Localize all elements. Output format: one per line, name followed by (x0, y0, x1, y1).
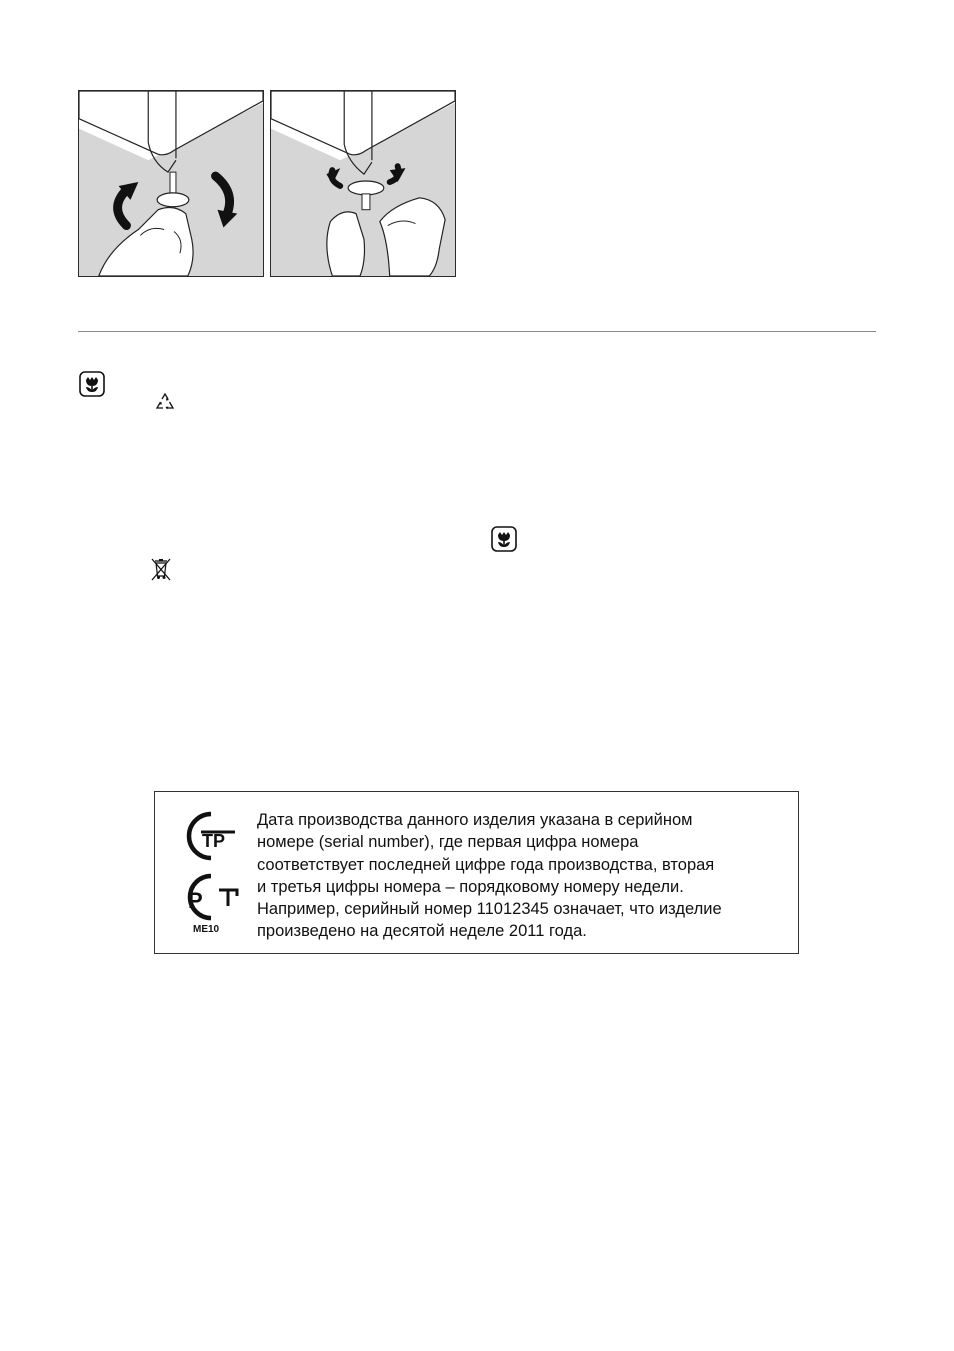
turn-foot-both-directions-illustration (79, 91, 263, 276)
certification-marks (179, 810, 241, 935)
svg-text:ТР: ТР (202, 831, 226, 851)
svg-text:Р: Р (188, 888, 203, 913)
serial-number-explanation (257, 809, 787, 943)
figure-tighten-nut (270, 90, 456, 277)
tulip-eco-icon (491, 526, 517, 552)
cert-mark-label: ME10 (193, 924, 220, 935)
cert-line: произведено на десятой неделе 2011 года. (257, 922, 587, 941)
certification-notice (154, 791, 799, 954)
section-divider (78, 331, 876, 332)
figure-adjust-foot (78, 90, 264, 277)
crossed-bin-icon (150, 556, 172, 582)
cert-line: и третья цифры номера – порядковому номеру недели. (257, 877, 684, 896)
cert-line: соответствует последней цифре года производства, вторая (257, 855, 715, 874)
tulip-eco-icon (79, 371, 105, 397)
cert-line: номере (serial number), где первая цифра номера (257, 833, 639, 852)
cert-line: Дата производства данного изделия указана в серийном (257, 811, 693, 829)
tighten-locknut-illustration (271, 91, 455, 276)
cert-line: Например, серийный номер 11012345 означает, что изделие (257, 900, 722, 919)
recycle-icon (153, 391, 177, 415)
